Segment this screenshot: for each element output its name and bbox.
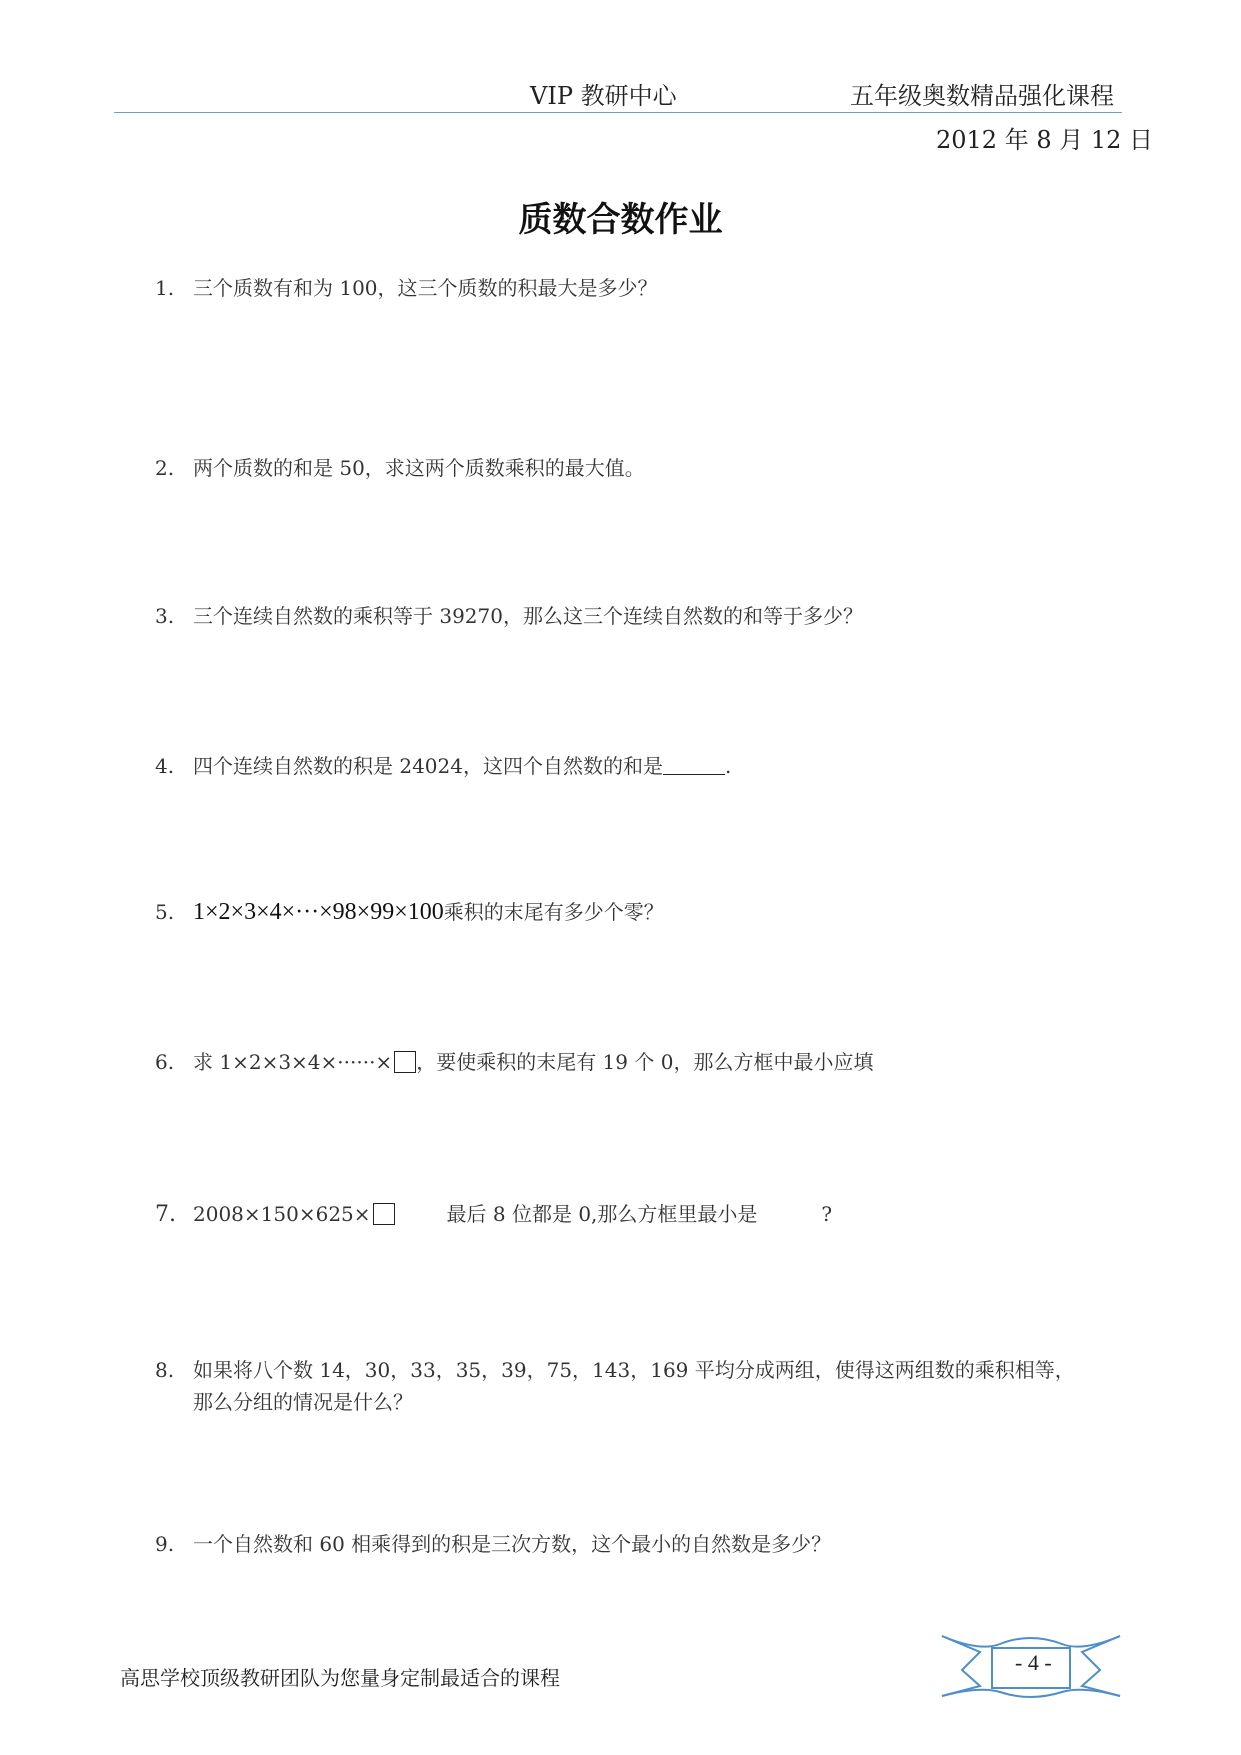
question-number: 1.	[155, 276, 175, 300]
question-text-line-2: 那么分组的情况是什么？	[193, 1390, 413, 1414]
question-number: 6.	[155, 1050, 175, 1074]
question-number: 7.	[155, 1202, 176, 1227]
header-course-title: 五年级奥数精品强化课程	[850, 82, 1114, 110]
question-3	[155, 600, 1115, 632]
question-8	[155, 1354, 1115, 1418]
question-number: 2.	[155, 456, 175, 480]
header-date: 2012 年 8 月 12 日	[936, 126, 1154, 154]
question-text: 两个质数的和是 50，求这两个质数乘积的最大值。	[193, 456, 645, 480]
question-text: 乘积的末尾有多少个零？	[443, 900, 664, 924]
header-rule	[114, 112, 1122, 113]
question-text: 一个自然数和 60 相乘得到的积是三次方数，这个最小的自然数是多少？	[193, 1532, 832, 1556]
page-title: 质数合数作业	[518, 200, 723, 240]
answer-box	[373, 1203, 395, 1225]
question-mark: ?	[821, 1202, 833, 1226]
header-center: VIP 教研中心	[530, 82, 677, 110]
page-number-ribbon	[940, 1622, 1122, 1702]
question-text: 最后 8 位都是 0,那么方框里最小是	[446, 1202, 758, 1226]
question-2	[155, 452, 1115, 484]
question-text: 三个连续自然数的乘积等于 39270，那么这三个连续自然数的和等于多少？	[193, 604, 863, 628]
math-expression: 1×2×3×4×···×98×99×100	[193, 899, 444, 925]
question-text: 求 1×2×3×4×······×	[193, 1050, 393, 1074]
question-text: 三个质数有和为 100，这三个质数的积最大是多少？	[193, 276, 658, 300]
question-expression: 2008×150×625×	[193, 1202, 371, 1226]
question-1	[155, 272, 1115, 304]
footer-slogan: 高思学校顶级教研团队为您量身定制最适合的课程	[120, 1666, 560, 1690]
question-9	[155, 1528, 1115, 1560]
question-6	[155, 1046, 1115, 1078]
question-7	[155, 1198, 1115, 1231]
question-4	[155, 750, 1115, 782]
question-number: 3.	[155, 604, 175, 628]
question-text-end: ，要使乘积的末尾有 19 个 0，那么方框中最小应填	[416, 1050, 874, 1074]
question-number: 8.	[155, 1358, 175, 1382]
answer-blank	[663, 756, 725, 775]
question-5	[155, 896, 1115, 928]
question-number: 9.	[155, 1532, 175, 1556]
answer-box	[394, 1051, 416, 1073]
question-number: 5.	[155, 900, 175, 924]
page-number: - 4 -	[1015, 1650, 1052, 1675]
question-text: 四个连续自然数的积是 24024，这四个自然数的和是	[193, 754, 663, 778]
question-text-end: .	[724, 754, 732, 778]
question-number: 4.	[155, 754, 175, 778]
question-text-line-1: 如果将八个数 14，30，33，35，39，75，143，169 平均分成两组，使得这两组数的乘积相等，	[193, 1358, 1075, 1382]
